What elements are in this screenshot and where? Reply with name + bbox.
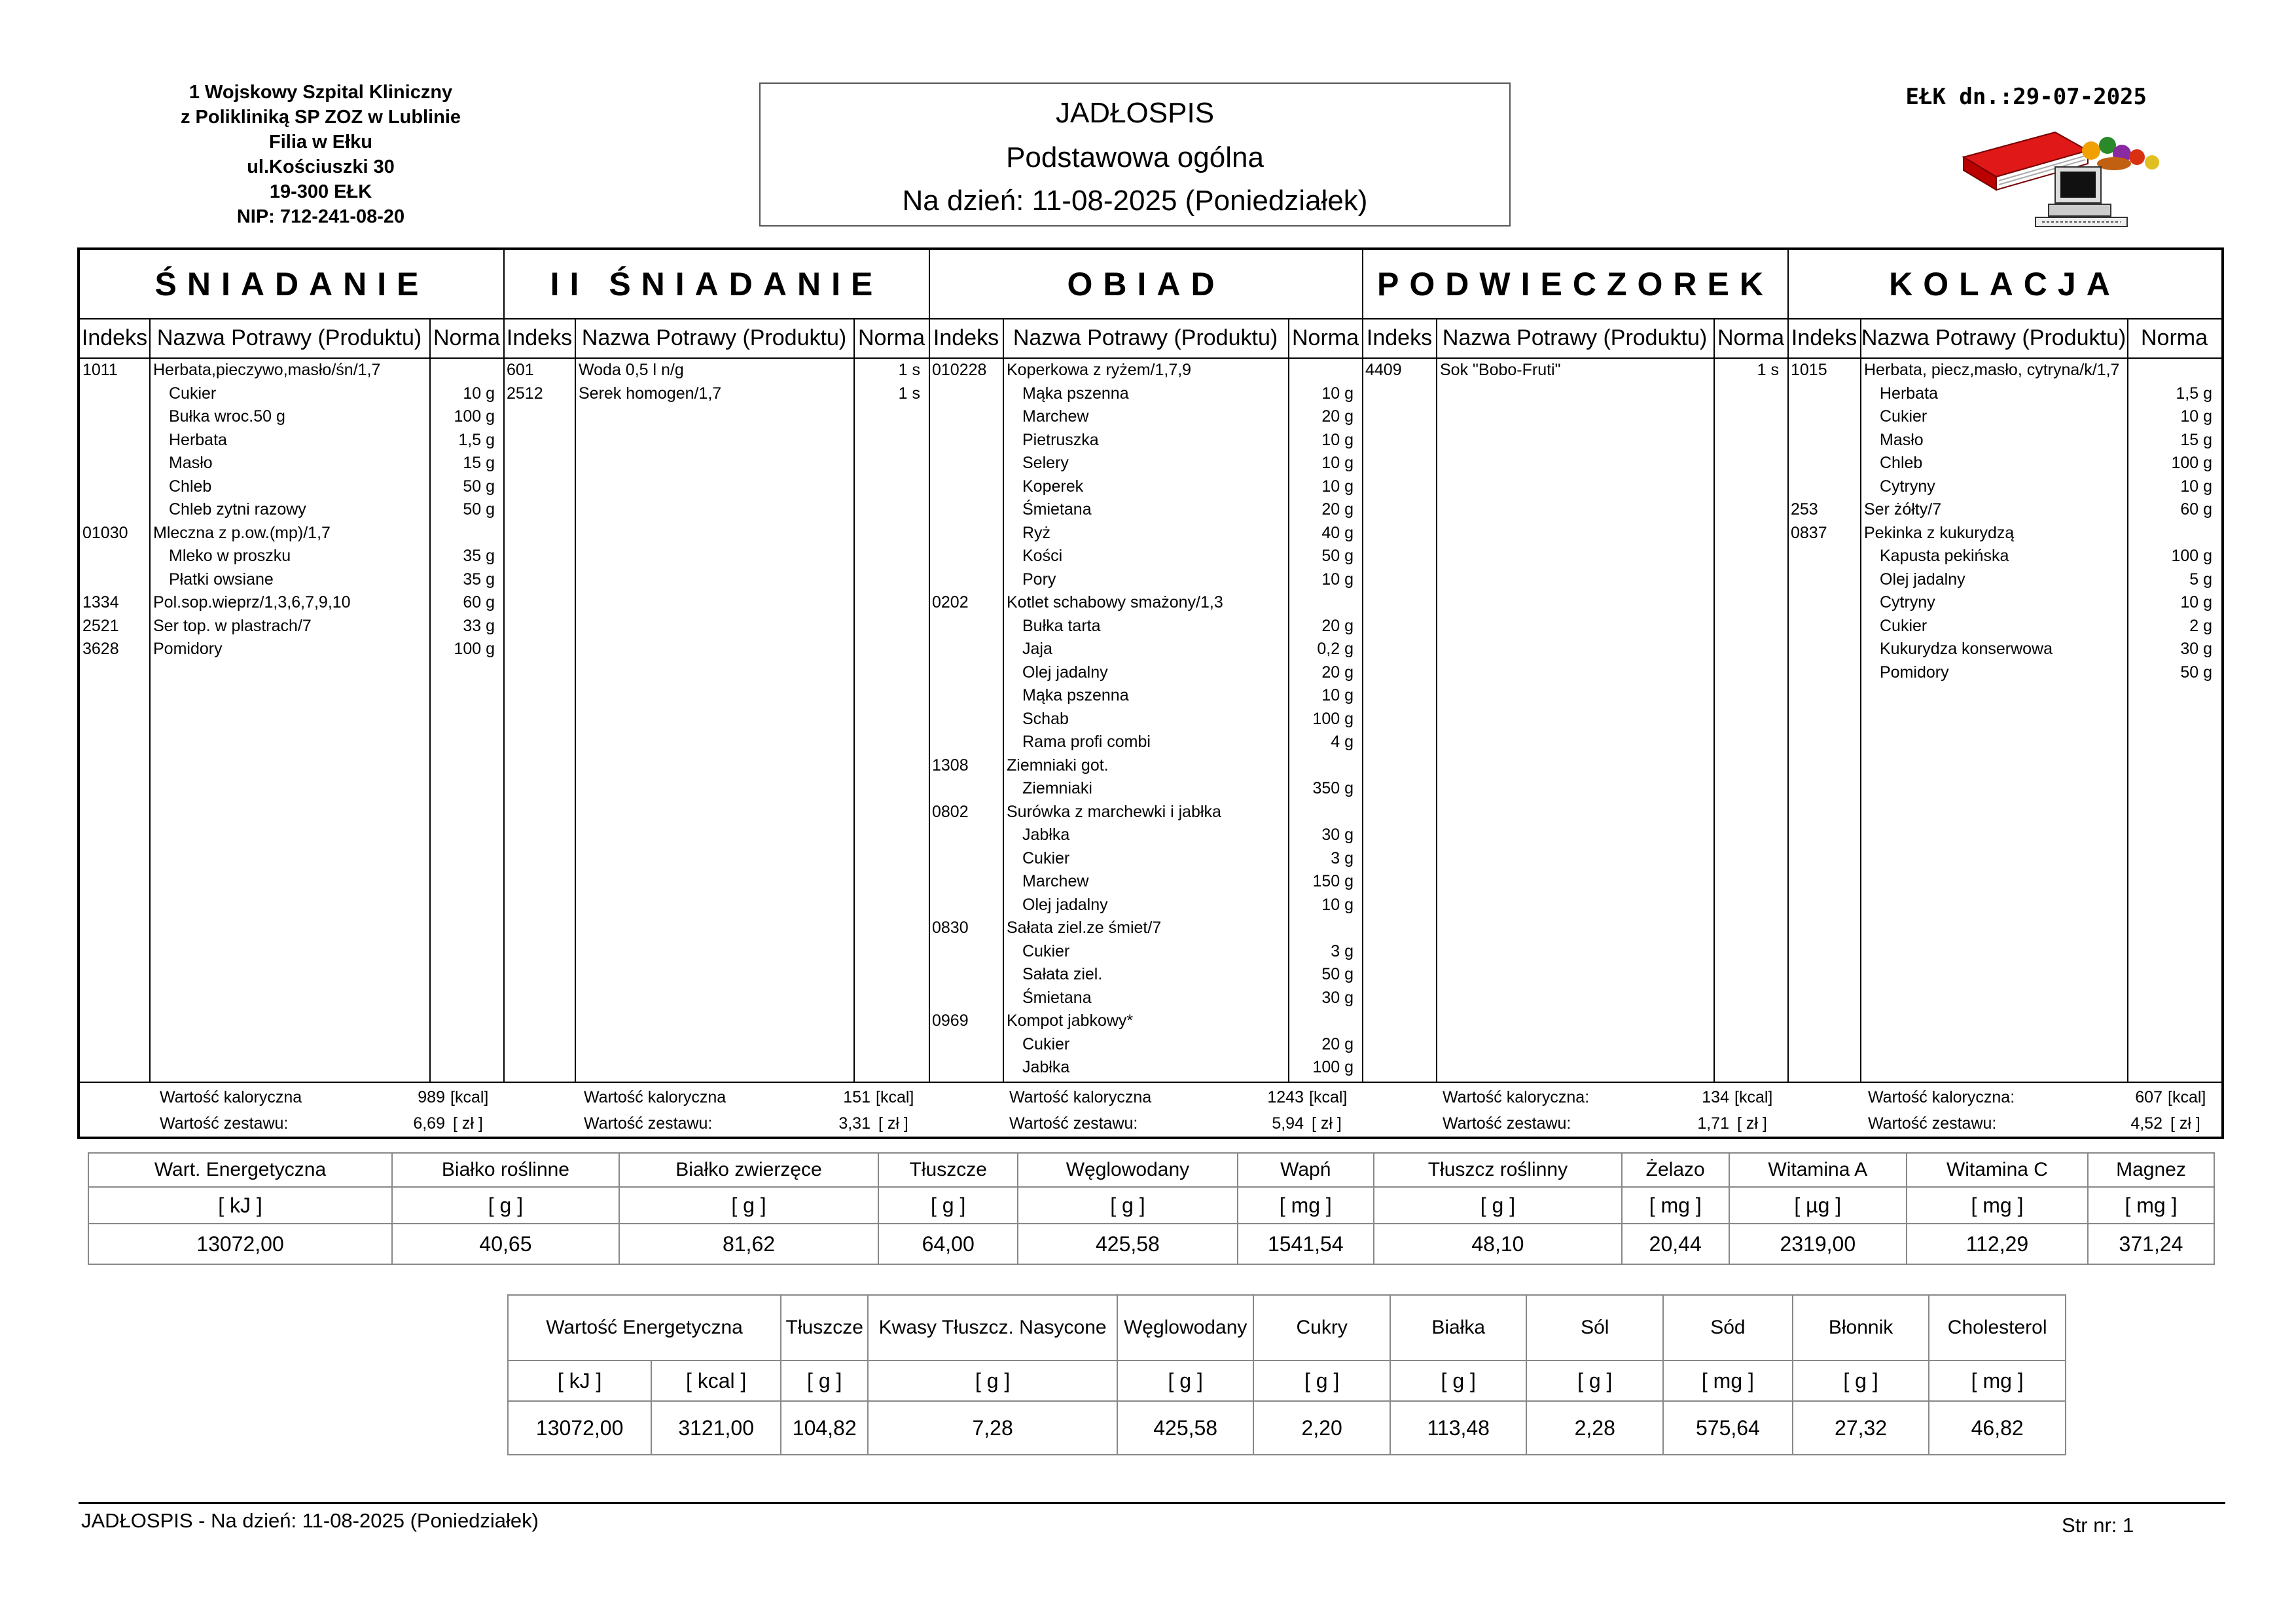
item-norm: 50 g (463, 500, 495, 519)
cost-label: Wartość zestawu: (1443, 1114, 1571, 1133)
item-norm: 60 g (463, 593, 495, 611)
nutrition-value: 13072,00 (88, 1224, 392, 1264)
nutrition-value: 113,48 (1390, 1401, 1527, 1455)
item-name: Kukurydza konserwowa (1880, 640, 2053, 658)
nutrition-header: Białka (1390, 1295, 1527, 1360)
item-norm: 350 g (1312, 779, 1354, 797)
nutrition-value: 48,10 (1374, 1224, 1622, 1264)
item-name: Selery (1022, 454, 1069, 472)
column-header-norm: Norma (433, 325, 501, 350)
item-norm: 1,5 g (458, 430, 495, 449)
cost-label: Wartość zestawu: (160, 1114, 289, 1133)
item-index: 2512 (507, 384, 543, 403)
cost-unit: [ zł ] (453, 1114, 483, 1133)
nutrition-value: 575,64 (1663, 1401, 1793, 1455)
item-name: Woda 0,5 l n/g (579, 361, 684, 379)
nutrition-value: 2,28 (1526, 1401, 1663, 1455)
grid-line (1436, 318, 1437, 1082)
item-norm: 3 g (1331, 941, 1354, 960)
calorie-unit: [kcal] (1734, 1088, 1773, 1106)
hospital-line: NIP: 712-241-08-20 (236, 206, 405, 227)
item-name: Pomidory (153, 640, 223, 658)
nutrition-value: 64,00 (878, 1224, 1018, 1264)
item-index: 2521 (82, 616, 119, 635)
menu-date: Na dzień: 11-08-2025 (Poniedziałek) (902, 185, 1368, 217)
item-norm: 30 g (1321, 826, 1354, 844)
item-norm: 20 g (1321, 500, 1354, 519)
nutrition-unit: [ mg ] (1907, 1187, 2088, 1224)
nutrition-header: Kwasy Tłuszcz. Nasycone (868, 1295, 1117, 1360)
item-norm: 1 s (898, 384, 920, 403)
item-norm: 10 g (1321, 454, 1354, 472)
item-name: Cytryny (1880, 593, 1935, 611)
item-name: Surówka z marchewki i jabłka (1007, 802, 1221, 821)
grid-line (929, 250, 930, 1082)
grid-line (80, 1082, 2221, 1083)
calorie-label: Wartość kaloryczna (160, 1088, 302, 1106)
column-header-norm: Norma (2140, 325, 2208, 350)
nutrition-value: 3121,00 (651, 1401, 781, 1455)
item-name: Bułka tarta (1022, 616, 1101, 635)
cost-unit: [ zł ] (1737, 1114, 1767, 1133)
nutrition-unit: [ mg ] (1663, 1360, 1793, 1401)
item-name: Chleb (1880, 454, 1923, 472)
meal-title: KOLACJA (1889, 266, 2121, 302)
meal-title: ŚNIADANIE (154, 266, 429, 302)
column-header-index: Indeks (1791, 325, 1857, 350)
item-name: Mąka pszenna (1022, 686, 1129, 704)
grid-line (853, 318, 855, 1082)
footer-title: JADŁOSPIS - Na dzień: 11-08-2025 (Poniedziałek) (81, 1509, 539, 1532)
item-norm: 10 g (2180, 477, 2212, 496)
cost-value: 4,52 (2130, 1114, 2162, 1133)
calorie-value: 1243 (1267, 1088, 1304, 1106)
grid-line (1362, 250, 1363, 1082)
item-norm: 10 g (1321, 384, 1354, 403)
item-name: Pietruszka (1022, 430, 1099, 449)
nutrition-unit: [ g ] (781, 1360, 868, 1401)
nutrition-header: Białko zwierzęce (619, 1153, 878, 1187)
item-norm: 2 g (2189, 616, 2212, 635)
page-title: JADŁOSPIS (1055, 97, 1215, 129)
item-norm: 10 g (1321, 430, 1354, 449)
nutrition-value: 112,29 (1907, 1224, 2088, 1264)
calorie-label: Wartość kaloryczna (1009, 1088, 1152, 1106)
column-header-index: Indeks (1366, 325, 1433, 350)
item-name: Ser top. w plastrach/7 (153, 616, 312, 635)
item-name: Ziemniaki (1022, 779, 1092, 797)
item-name: Kompot jabkowy* (1007, 1012, 1134, 1030)
nutrition-header: Błonnik (1793, 1295, 1929, 1360)
item-norm: 4 g (1331, 733, 1354, 751)
item-name: Sałata ziel. (1022, 965, 1103, 983)
nutrition-header: Tłuszcz roślinny (1374, 1153, 1622, 1187)
column-header-index: Indeks (933, 325, 999, 350)
item-norm: 1,5 g (2176, 384, 2212, 403)
hospital-line: 19-300 EŁK (269, 181, 372, 202)
grid-line (1003, 318, 1004, 1082)
item-name: Ryż (1022, 523, 1051, 542)
print-date: EŁK dn.:29-07-2025 (1905, 84, 2147, 110)
item-index: 010228 (932, 361, 987, 379)
nutrition-unit: [ g ] (868, 1360, 1117, 1401)
item-index: 1011 (82, 361, 118, 379)
calorie-value: 134 (1702, 1088, 1729, 1106)
nutrition-unit: [ mg ] (1238, 1187, 1374, 1224)
cost-unit: [ zł ] (2170, 1114, 2200, 1133)
nutrition-table-2 (507, 1294, 2066, 1455)
grid-line (149, 318, 151, 1082)
item-norm: 60 g (2180, 500, 2212, 519)
cost-value: 3,31 (838, 1114, 870, 1133)
nutrition-header: Magnez (2088, 1153, 2214, 1187)
calorie-value: 151 (843, 1088, 870, 1106)
item-index: 0202 (932, 593, 969, 611)
item-name: Schab (1022, 709, 1069, 728)
diet-name: Podstawowa ogólna (1006, 141, 1264, 173)
item-norm: 40 g (1321, 523, 1354, 542)
item-norm: 50 g (1321, 547, 1354, 565)
column-header-norm: Norma (1291, 325, 1359, 350)
nutrition-value: 81,62 (619, 1224, 878, 1264)
grid-line (1713, 318, 1715, 1082)
nutrition-unit: [ µg ] (1729, 1187, 1907, 1224)
nutrition-header: Węglowodany (1117, 1295, 1254, 1360)
nutrition-value: 425,58 (1117, 1401, 1254, 1455)
item-name: Ziemniaki got. (1007, 756, 1109, 775)
nutrition-value: 7,28 (868, 1401, 1117, 1455)
item-norm: 150 g (1312, 872, 1354, 890)
item-norm: 100 g (2171, 547, 2212, 565)
nutrition-header: Węglowodany (1018, 1153, 1237, 1187)
item-name: Chleb zytni razowy (169, 500, 306, 519)
column-header-name: Nazwa Potrawy (Produktu) (156, 325, 422, 350)
hospital-line: 1 Wojskowy Szpital Kliniczny (188, 82, 453, 103)
nutrition-header: Białko roślinne (392, 1153, 619, 1187)
item-norm: 1 s (898, 361, 920, 379)
nutrition-unit: [ mg ] (1929, 1360, 2066, 1401)
item-name: Jabłka (1022, 826, 1070, 844)
cost-value: 6,69 (413, 1114, 445, 1133)
nutrition-unit: [ mg ] (2088, 1187, 2214, 1224)
nutrition-header: Wart. Energetyczna (88, 1153, 392, 1187)
column-header-index: Indeks (506, 325, 573, 350)
hospital-address (118, 80, 524, 229)
item-norm: 50 g (2180, 663, 2212, 682)
item-norm: 10 g (1321, 895, 1354, 914)
item-index: 0837 (1791, 523, 1827, 542)
item-name: Płatki owsiane (169, 570, 274, 589)
item-norm: 20 g (1321, 663, 1354, 682)
nutrition-unit: [ g ] (1526, 1360, 1663, 1401)
item-norm: 50 g (1321, 965, 1354, 983)
meal-title: OBIAD (1067, 266, 1225, 302)
nutrition-unit: [ g ] (392, 1187, 619, 1224)
item-name: Mleko w proszku (169, 547, 291, 565)
calorie-label: Wartość kaloryczna: (1443, 1088, 1590, 1106)
grid-line (1860, 318, 1861, 1082)
nutrition-value: 2319,00 (1729, 1224, 1907, 1264)
item-name: Sałata ziel.ze śmiet/7 (1007, 919, 1162, 937)
item-name: Jaja (1022, 640, 1052, 658)
item-name: Śmietana (1022, 988, 1092, 1007)
nutrition-unit: [ kcal ] (651, 1360, 781, 1401)
item-name: Masło (1880, 430, 1924, 449)
cost-label: Wartość zestawu: (1868, 1114, 1997, 1133)
item-norm: 20 g (1321, 1034, 1354, 1053)
item-norm: 33 g (463, 616, 495, 635)
cost-unit: [ zł ] (1312, 1114, 1342, 1133)
item-norm: 10 g (463, 384, 495, 403)
nutrition-value: 371,24 (2088, 1224, 2214, 1264)
item-name: Koperkowa z ryżem/1,7,9 (1007, 361, 1192, 379)
item-norm: 30 g (1321, 988, 1354, 1007)
item-norm: 100 g (2171, 454, 2212, 472)
nutrition-header: Cholesterol (1929, 1295, 2066, 1360)
item-norm: 10 g (1321, 477, 1354, 496)
meal-title: II ŚNIADANIE (550, 266, 884, 302)
menu-table (77, 247, 2224, 1139)
item-name: Cukier (1022, 1034, 1070, 1053)
item-name: Śmietana (1022, 500, 1092, 519)
item-norm: 5 g (2189, 570, 2212, 589)
nutrition-unit: [ g ] (1253, 1360, 1390, 1401)
item-name: Olej jadalny (1022, 663, 1108, 682)
item-index: 01030 (82, 523, 128, 542)
nutrition-header: Sól (1526, 1295, 1663, 1360)
nutrition-value: 27,32 (1793, 1401, 1929, 1455)
column-header-name: Nazwa Potrawy (Produktu) (1861, 325, 2126, 350)
item-norm: 50 g (463, 477, 495, 496)
item-name: Herbata (169, 430, 227, 449)
item-norm: 10 g (1321, 570, 1354, 589)
page-number: Str nr: 1 (2062, 1514, 2134, 1537)
item-name: Marchew (1022, 872, 1089, 890)
nutrition-value: 425,58 (1018, 1224, 1237, 1264)
item-name: Kotlet schabowy smażony/1,3 (1007, 593, 1223, 611)
item-name: Kości (1022, 547, 1063, 565)
nutrition-table-1 (88, 1152, 2215, 1265)
column-header-name: Nazwa Potrawy (Produktu) (1442, 325, 1708, 350)
nutrition-unit: [ g ] (619, 1187, 878, 1224)
item-name: Cytryny (1880, 477, 1935, 496)
nutrition-header: Cukry (1253, 1295, 1390, 1360)
item-name: Rama profi combi (1022, 733, 1151, 751)
column-header-name: Nazwa Potrawy (Produktu) (581, 325, 847, 350)
calorie-unit: [kcal] (876, 1088, 914, 1106)
nutrition-value: 20,44 (1622, 1224, 1729, 1264)
item-index: 0830 (932, 919, 969, 937)
item-name: Herbata,pieczywo,masło/śn/1,7 (153, 361, 381, 379)
nutrition-unit: [ g ] (1018, 1187, 1237, 1224)
item-name: Mąka pszenna (1022, 384, 1129, 403)
hospital-line: Filia w Ełku (269, 132, 372, 153)
cost-label: Wartość zestawu: (584, 1114, 713, 1133)
cost-label: Wartość zestawu: (1009, 1114, 1138, 1133)
calorie-label: Wartość kaloryczna (584, 1088, 726, 1106)
nutrition-header: Witamina A (1729, 1153, 1907, 1187)
calorie-unit: [kcal] (450, 1088, 489, 1106)
grid-line (575, 318, 576, 1082)
calorie-value: 989 (418, 1088, 445, 1106)
nutrition-header: Wartość Energetyczna (508, 1295, 781, 1360)
nutrition-value: 104,82 (781, 1401, 868, 1455)
item-norm: 20 g (1321, 407, 1354, 426)
item-name: Pomidory (1880, 663, 1949, 682)
item-name: Bułka wroc.50 g (169, 407, 285, 426)
nutrition-unit: [ mg ] (1622, 1187, 1729, 1224)
book-computer-food-icon (1957, 131, 2179, 229)
item-name: Herbata, piecz,masło, cytryna/k/1,7 (1864, 361, 2120, 379)
item-name: Olej jadalny (1880, 570, 1965, 589)
grid-line (503, 250, 505, 1082)
item-name: Masło (169, 454, 213, 472)
item-norm: 15 g (2180, 430, 2212, 449)
item-name: Serek homogen/1,7 (579, 384, 722, 403)
hospital-line: ul.Kościuszki 30 (247, 156, 395, 177)
calorie-value: 607 (2135, 1088, 2162, 1106)
item-norm: 35 g (463, 570, 495, 589)
item-name: Cukier (1022, 848, 1070, 867)
item-index: 253 (1791, 500, 1818, 519)
calorie-label: Wartość kaloryczna: (1868, 1088, 2015, 1106)
nutrition-unit: [ kJ ] (508, 1360, 651, 1401)
item-name: Mleczna z p.ow.(mp)/1,7 (153, 523, 331, 542)
nutrition-unit: [ g ] (1793, 1360, 1929, 1401)
item-name: Ser żółty/7 (1864, 500, 1942, 519)
item-index: 601 (507, 361, 534, 379)
cost-value: 1,71 (1697, 1114, 1729, 1133)
item-norm: 20 g (1321, 616, 1354, 635)
item-index: 0802 (932, 802, 969, 821)
nutrition-header: Witamina C (1907, 1153, 2088, 1187)
nutrition-unit: [ g ] (1117, 1360, 1254, 1401)
column-header-name: Nazwa Potrawy (Produktu) (1013, 325, 1278, 350)
item-name: Pol.sop.wieprz/1,3,6,7,9,10 (153, 593, 351, 611)
item-index: 4409 (1365, 361, 1402, 379)
item-name: Jabłka (1022, 1058, 1070, 1076)
column-header-norm: Norma (857, 325, 925, 350)
item-name: Cukier (1022, 941, 1070, 960)
nutrition-unit: [ g ] (1374, 1187, 1622, 1224)
item-name: Sok "Bobo-Fruti" (1440, 361, 1561, 379)
cost-value: 5,94 (1272, 1114, 1304, 1133)
nutrition-value: 13072,00 (508, 1401, 651, 1455)
item-norm: 100 g (1312, 1058, 1354, 1076)
item-name: Marchew (1022, 407, 1089, 426)
item-index: 1334 (82, 593, 119, 611)
item-name: Cukier (1880, 407, 1928, 426)
item-norm: 10 g (1321, 686, 1354, 704)
column-header-index: Indeks (81, 325, 148, 350)
item-norm: 35 g (463, 547, 495, 565)
item-index: 3628 (82, 640, 119, 658)
nutrition-value: 46,82 (1929, 1401, 2066, 1455)
nutrition-unit: [ kJ ] (88, 1187, 392, 1224)
nutrition-header: Wapń (1238, 1153, 1374, 1187)
column-header-norm: Norma (1717, 325, 1785, 350)
item-norm: 3 g (1331, 848, 1354, 867)
item-norm: 100 g (454, 407, 495, 426)
nutrition-unit: [ g ] (1390, 1360, 1527, 1401)
item-norm: 10 g (2180, 593, 2212, 611)
nutrition-header: Tłuszcze (781, 1295, 868, 1360)
hospital-line: z Polikliniką SP ZOZ w Lublinie (180, 107, 461, 128)
calorie-unit: [kcal] (1309, 1088, 1348, 1106)
item-norm: 30 g (2180, 640, 2212, 658)
item-name: Herbata (1880, 384, 1938, 403)
item-norm: 1 s (1757, 361, 1779, 379)
cost-unit: [ zł ] (878, 1114, 908, 1133)
nutrition-unit: [ g ] (878, 1187, 1018, 1224)
calorie-unit: [kcal] (2168, 1088, 2206, 1106)
item-index: 1308 (932, 756, 969, 775)
item-norm: 10 g (2180, 407, 2212, 426)
title-box (759, 82, 1511, 227)
item-name: Koperek (1022, 477, 1084, 496)
item-norm: 0,2 g (1317, 640, 1354, 658)
nutrition-value: 2,20 (1253, 1401, 1390, 1455)
nutrition-value: 40,65 (392, 1224, 619, 1264)
item-name: Kapusta pekińska (1880, 547, 2009, 565)
item-index: 1015 (1791, 361, 1827, 379)
item-norm: 15 g (463, 454, 495, 472)
item-name: Pory (1022, 570, 1056, 589)
grid-line (1787, 250, 1789, 1082)
item-name: Cukier (169, 384, 217, 403)
item-norm: 100 g (454, 640, 495, 658)
nutrition-header: Tłuszcze (878, 1153, 1018, 1187)
item-name: Chleb (169, 477, 212, 496)
meal-title: PODWIECZOREK (1377, 266, 1774, 302)
item-name: Cukier (1880, 616, 1928, 635)
nutrition-header: Żelazo (1622, 1153, 1729, 1187)
item-index: 0969 (932, 1012, 969, 1030)
item-norm: 100 g (1312, 709, 1354, 728)
nutrition-value: 1541,54 (1238, 1224, 1374, 1264)
item-name: Pekinka z kukurydzą (1864, 523, 2015, 542)
item-name: Olej jadalny (1022, 895, 1108, 914)
nutrition-header: Sód (1663, 1295, 1793, 1360)
footer-divider (79, 1502, 2225, 1504)
